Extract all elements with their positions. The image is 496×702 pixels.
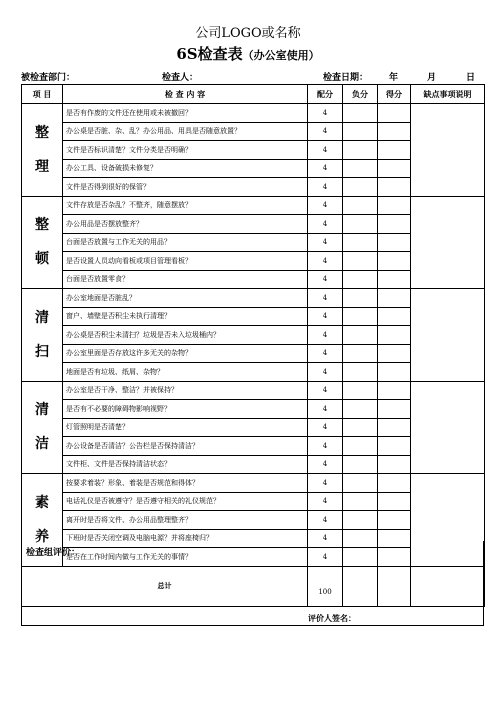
deduction-cell[interactable] [343, 178, 378, 197]
points-cell: 4 [308, 307, 343, 326]
check-item-text: 办公室是否干净、整洁？并被保持？ [63, 381, 308, 400]
check-item-text: 下班时是否关闭空调及电脑电源？并将座椅归？ [63, 529, 308, 548]
deduction-cell[interactable] [343, 122, 378, 141]
checklist-table [21, 84, 485, 607]
score-cell[interactable] [378, 437, 411, 456]
points-cell: 4 [308, 474, 343, 493]
score-cell[interactable] [378, 326, 411, 345]
header-deduction: 负分 [343, 85, 378, 104]
points-cell: 4 [308, 529, 343, 548]
check-item-text: 台面是否放置与工作无关的用品？ [63, 233, 308, 252]
check-item-text: 文件柜、文件是否保持清洁状态？ [63, 455, 308, 474]
header-points: 配分 [308, 85, 343, 104]
deduction-cell[interactable] [343, 363, 378, 382]
points-cell: 4 [308, 381, 343, 400]
points-cell: 4 [308, 418, 343, 437]
inspected-dept-label: 被检查部门： [21, 73, 76, 83]
score-cell[interactable] [378, 104, 411, 123]
score-cell[interactable] [378, 141, 411, 160]
deduction-cell[interactable] [343, 326, 378, 345]
header-remarks: 缺点事项说明 [411, 85, 485, 104]
title-main: 6S检查表 [176, 45, 243, 63]
points-cell: 4 [308, 363, 343, 382]
points-cell: 4 [308, 270, 343, 289]
score-cell[interactable] [378, 474, 411, 493]
section-char: 整 [35, 124, 49, 141]
deduction-cell[interactable] [343, 141, 378, 160]
check-item-text: 办公用品是否摆放整齐？ [63, 215, 308, 234]
score-cell[interactable] [378, 159, 411, 178]
section-char: 清 [35, 402, 49, 419]
signature-label: 评价人签名： [308, 613, 356, 623]
deduction-cell[interactable] [343, 196, 378, 215]
deduction-cell[interactable] [343, 455, 378, 474]
deduction-cell[interactable] [343, 159, 378, 178]
deduction-cell[interactable] [343, 400, 378, 419]
check-item-text: 离开时是否将文件、办公用品整理整齐？ [63, 511, 308, 530]
score-cell[interactable] [378, 215, 411, 234]
header-score: 得分 [378, 85, 411, 104]
score-cell[interactable] [378, 344, 411, 363]
title-subtitle: （办公室使用） [242, 49, 320, 62]
points-cell: 4 [308, 511, 343, 530]
header-content: 检 查 内 容 [63, 85, 308, 104]
points-cell: 4 [308, 196, 343, 215]
points-cell: 4 [308, 455, 343, 474]
check-item-text: 是否有作废的文件还在使用或未被撤回？ [63, 104, 308, 123]
inspector-label: 检查人： [162, 73, 199, 83]
score-cell[interactable] [378, 381, 411, 400]
check-item-text: 办公工具、设备破损未修复？ [63, 159, 308, 178]
deduction-cell[interactable] [343, 215, 378, 234]
score-cell[interactable] [378, 252, 411, 271]
page-title [0, 43, 496, 64]
score-cell[interactable] [378, 363, 411, 382]
evaluation-label: 检查组评价： [26, 548, 81, 558]
score-cell[interactable] [378, 400, 411, 419]
total-label: 总计 [22, 566, 308, 606]
check-item-text: 办公设备是否清洁？公告栏是否保持清洁？ [63, 437, 308, 456]
score-cell[interactable] [378, 289, 411, 308]
score-cell[interactable] [378, 270, 411, 289]
points-cell: 4 [308, 159, 343, 178]
score-cell[interactable] [378, 511, 411, 530]
remarks-cell[interactable] [411, 196, 485, 289]
check-item-text: 是否在工作时间内做与工作无关的事情？ [63, 548, 308, 567]
check-item-text: 办公桌是否脏、杂、乱？办公用品、用具是否随意放置？ [63, 122, 308, 141]
points-cell: 4 [308, 400, 343, 419]
points-cell: 4 [308, 492, 343, 511]
score-cell[interactable] [378, 122, 411, 141]
points-cell: 4 [308, 326, 343, 345]
check-item-text: 电话礼仪是否被遵守？是否遵守相关的礼仪规范？ [63, 492, 308, 511]
score-cell[interactable] [378, 418, 411, 437]
deduction-cell[interactable] [343, 104, 378, 123]
check-item-text: 地面是否有垃圾、纸屑、杂物？ [63, 363, 308, 382]
remarks-cell[interactable] [411, 289, 485, 382]
section-name [22, 104, 63, 197]
points-cell: 4 [308, 215, 343, 234]
check-item-text: 灯管照明是否清楚？ [63, 418, 308, 437]
score-cell[interactable] [378, 492, 411, 511]
deduction-cell[interactable] [343, 492, 378, 511]
deduction-cell[interactable] [343, 474, 378, 493]
deduction-cell[interactable] [343, 437, 378, 456]
points-cell: 4 [308, 233, 343, 252]
score-cell[interactable] [378, 233, 411, 252]
check-item-text: 文件是否得到很好的保管？ [63, 178, 308, 197]
deduction-cell[interactable] [343, 344, 378, 363]
deduction-cell[interactable] [343, 381, 378, 400]
table-row [22, 381, 485, 400]
points-cell: 4 [308, 344, 343, 363]
company-logo-text: 公司LOGO或名称 [195, 26, 301, 41]
table-row [22, 196, 485, 215]
remarks-cell[interactable] [411, 104, 485, 197]
check-item-text: 文件是否标识清楚？文件分类是否明确？ [63, 141, 308, 160]
inspection-date-label: 检查日期： [323, 73, 369, 83]
points-cell: 4 [308, 141, 343, 160]
score-cell[interactable] [378, 307, 411, 326]
points-cell: 4 [308, 178, 343, 197]
score-cell[interactable] [378, 455, 411, 474]
deduction-cell[interactable] [343, 418, 378, 437]
date-day-label: 日 [466, 73, 476, 83]
total-value: 100 [308, 566, 343, 606]
deduction-cell[interactable] [343, 289, 378, 308]
points-cell: 4 [308, 289, 343, 308]
section-name [22, 381, 63, 474]
check-item-text: 按要求着装？形象、着装是否规范和得体？ [63, 474, 308, 493]
section-char: 顿 [35, 251, 49, 268]
deduction-cell[interactable] [343, 270, 378, 289]
deduction-cell[interactable] [343, 511, 378, 530]
check-item-text: 文件存放是否杂乱？不整齐，随意摆放？ [63, 196, 308, 215]
deduction-cell[interactable] [343, 307, 378, 326]
check-item-text: 办公桌是否积尘未清扫？垃圾是否未入垃圾桶内？ [63, 326, 308, 345]
header-item: 项 目 [22, 85, 63, 104]
points-cell: 4 [308, 122, 343, 141]
points-cell: 4 [308, 104, 343, 123]
section-char: 扫 [35, 343, 49, 360]
table-row [22, 104, 485, 123]
check-item-text: 是否设置人员动向看板或项目管理看板？ [63, 252, 308, 271]
check-item-text: 台面是否放置零食？ [63, 270, 308, 289]
section-char: 养 [35, 528, 49, 545]
table-header-row [22, 85, 485, 104]
score-cell[interactable] [378, 196, 411, 215]
table-row [22, 474, 485, 493]
points-cell: 4 [308, 548, 343, 567]
section-char: 整 [35, 217, 49, 234]
score-cell[interactable] [378, 178, 411, 197]
section-name [22, 289, 63, 382]
section-char: 理 [35, 158, 49, 175]
points-cell: 4 [308, 252, 343, 271]
points-cell: 4 [308, 437, 343, 456]
section-char: 素 [35, 494, 49, 511]
date-year-label: 年 [389, 73, 399, 83]
section-name [22, 196, 63, 289]
remarks-cell[interactable] [411, 381, 485, 474]
check-item-text: 办公室地面是否脏乱？ [63, 289, 308, 308]
evaluation-box [21, 541, 484, 626]
table-row [22, 289, 485, 308]
section-char: 洁 [35, 436, 49, 453]
section-char: 清 [35, 309, 49, 326]
check-item-text: 窗户、墙壁是否积尘未执行清理？ [63, 307, 308, 326]
check-item-text: 是否有不必要的障碍物影响视野？ [63, 400, 308, 419]
deduction-cell[interactable] [343, 252, 378, 271]
deduction-cell[interactable] [343, 233, 378, 252]
date-month-label: 月 [427, 73, 437, 83]
check-item-text: 办公室里面是否存放这许多无关的杂物？ [63, 344, 308, 363]
